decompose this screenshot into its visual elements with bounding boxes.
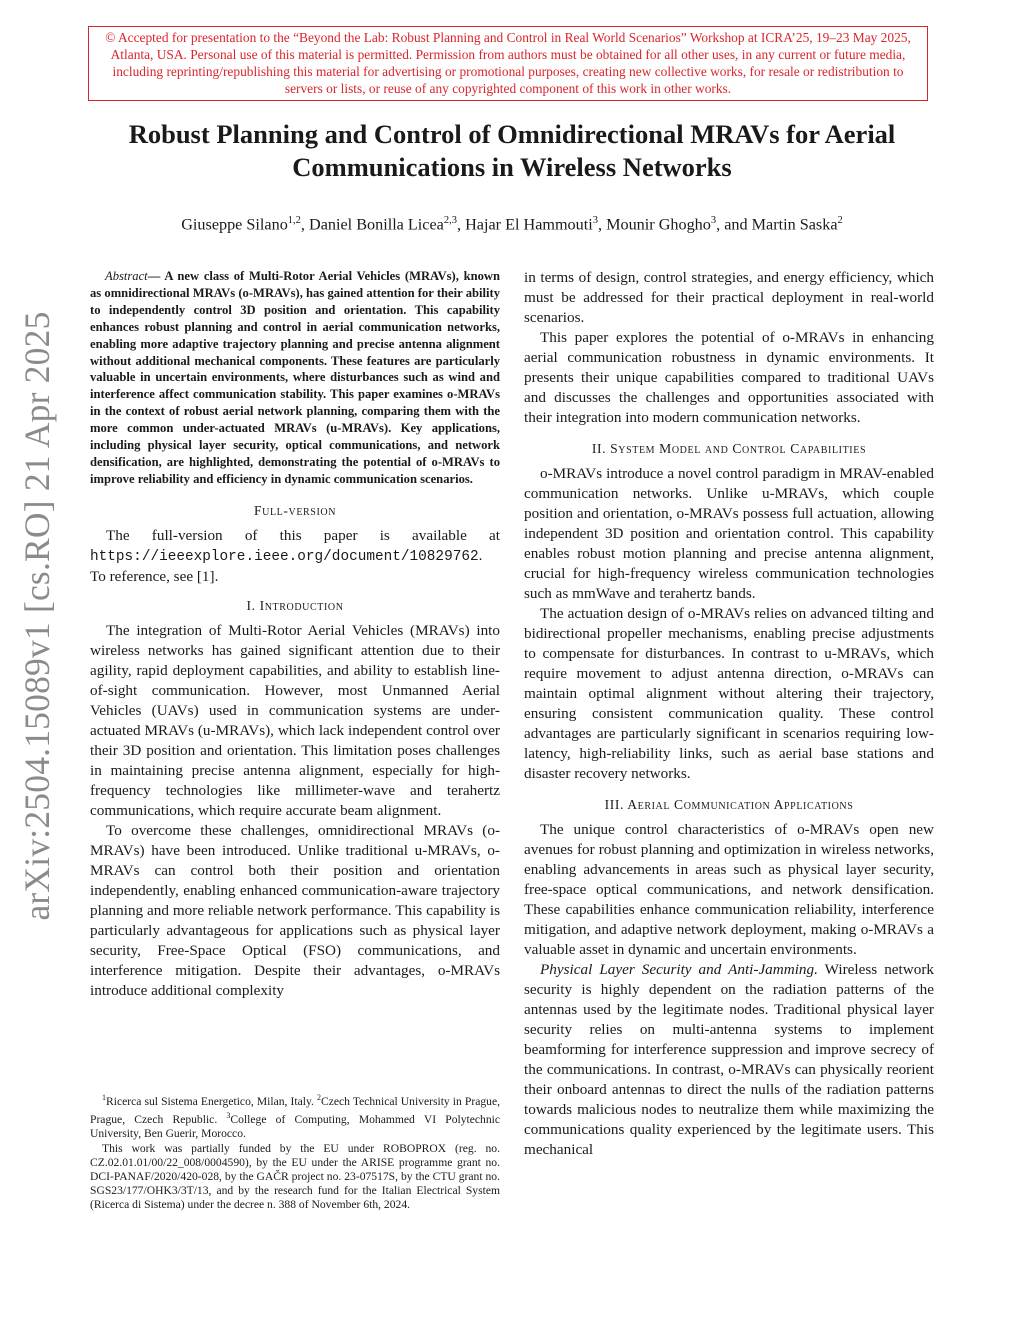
- arxiv-identifier: arXiv:2504.15089v1 [cs.RO] 21 Apr 2025: [17, 311, 57, 921]
- abstract: [90, 268, 500, 488]
- author-affiliation-marker: 2,3: [443, 215, 457, 226]
- copyright-notice: © Accepted for presentation to the “Beyond the Lab: Robust Planning and Control in Real World Scenarios” Workshop at ICRA’25, 19–23 May 2025, Atlanta, USA. Personal use of this material is permitted. Permission from authors must be obtained for all other uses, in any current or future media, including reprinting/republishing this material for advertising or promotional purposes, creating new collective works, for resale or redistribution to servers or lists, or reuse of any copyrighted component of this work in other works.: [88, 26, 928, 101]
- author-affiliation-marker: 3: [592, 215, 598, 226]
- system-paragraph: The actuation design of o-MRAVs relies on advanced tilting and bidirectional propeller mechanisms, enabling precise adjustments to compensate for disturbances. In contrast to u-MRAVs, which require movement to adjust antenna direction, o-MRAVs can maintain optimal alignment without altering their trajectory, ensuring consistent communication quality. These control advantages are particularly significant in scenarios requiring low-latency, high-reliability links, such as aerial base stations and disaster recovery networks.: [524, 605, 934, 782]
- system-paragraph: o-MRAVs introduce a novel control paradigm in MRAV-enabled communication networks. Unlike u-MRAVs, which couple position and orientation, o-MRAVs possess full actuation, allowing independent 3D position and orientation control. This capability enables robust motion planning and precise antenna alignment, crucial for high-frequency wireless communication technologies such as mmWave and terahertz bands.: [524, 465, 934, 602]
- left-column: [90, 268, 500, 1001]
- author-separator: ,: [598, 215, 607, 234]
- full-version-paragraph: [90, 526, 500, 587]
- funding-footnote: This work was partially funded by the EU under ROBOPROX (reg. no. CZ.02.01.01/00/22_008/0004590), by the EU under the ARISE programme grant no. DCI-PANAF/2020/420-028, by the GAČR project no. 23-07517S, by the CTU grant no. SGS23/177/OHK3/3T/13, and by the research fund for the Italian Electrical System (Ricerca di Sistema) under the decree n. 388 of November 6th, 2024.: [90, 1141, 500, 1211]
- footnote-text: Ricerca sul Sistema Energetico, Milan, Italy.: [106, 1094, 317, 1108]
- footnotes: [90, 1091, 500, 1213]
- author-name: Hajar El Hammouti: [465, 215, 593, 234]
- abstract-dash: —: [147, 269, 165, 283]
- intro-paragraph: This paper explores the potential of o-MRAVs in enhancing aerial communication robustness in dynamic environments. It presents their unique capabilities compared to traditional UAVs and discusses the challenges and opportunities associated with their integration into modern communication networks.: [524, 329, 934, 426]
- subsection-title: Physical Layer Security and Anti-Jamming.: [540, 961, 818, 978]
- author-name: Daniel Bonilla Licea: [309, 215, 444, 234]
- author-affiliation-marker: 2: [837, 215, 843, 226]
- affiliation-footnote: [90, 1091, 500, 1141]
- footnote-text: College of Computing, Mohammed VI Polytechnic University, Ben Guerir, Morocco.: [90, 1112, 500, 1140]
- full-version-text: The full-version of this paper is available at: [106, 526, 500, 544]
- intro-paragraph: To overcome these challenges, omnidirectional MRAVs (o-MRAVs) have been introduced. Unlike traditional u-MRAVs, o-MRAVs can control both their position and orientation independently, enabling enhanced communication-aware trajectory planning and more reliable network performance. This capability is particularly advantageous for applications such as physical layer security, Free-Space Optical (FSO) communications, and interference mitigation. Despite their advantages, o-MRAVs introduce additional complexity: [90, 821, 500, 999]
- footnote-text: Czech Technical University in Prague, Prague, Czech Republic.: [90, 1094, 500, 1126]
- author-affiliation-marker: 1,2: [287, 215, 301, 226]
- security-paragraph: [524, 960, 934, 1160]
- paper-title: Robust Planning and Control of Omnidirectional MRAVs for Aerial Communications in Wireless Networks: [128, 119, 896, 182]
- intro-paragraph-continued: in terms of design, control strategies, and energy efficiency, which must be addressed for their practical deployment in real-world scenarios.: [524, 269, 934, 326]
- author-separator: , and: [716, 215, 752, 234]
- abstract-label: Abstract: [105, 269, 148, 283]
- author-list: [60, 210, 964, 235]
- footnote-marker: 1: [102, 1093, 106, 1102]
- full-version-reference: . To reference, see [1].: [90, 546, 483, 585]
- author-name: Giuseppe Silano: [181, 215, 288, 234]
- author-name: Martin Saska: [751, 215, 838, 234]
- applications-paragraph: The unique control characteristics of o-MRAVs open new avenues for robust planning and optimization in wireless networks, enabling advancements in areas such as physical layer security, free-space optical communications, and network densification. These capabilities enhance communication reliability, interference mitigation, and adaptive network deployment, making o-MRAVs a valuable asset in dynamic and uncertain environments.: [524, 821, 934, 958]
- author-name: Mounir Ghogho: [606, 215, 711, 234]
- section-heading-introduction: I. Introduction: [246, 597, 344, 613]
- author-separator: ,: [300, 215, 310, 234]
- section-heading-system-model: II. System Model and Control Capabilities: [591, 441, 867, 456]
- subsection-text: Wireless network security is highly dependent on the radiation patterns of the antennas used by the legitimate nodes. Traditional physical layer security relies on multi-antenna systems to implement beamforming for interference suppression and improve secrecy of the communications. In contrast, o-MRAVs can physically reorient their onboard antennas to direct the nulls of the radiation patterns towards malicious nodes to neutralize them while maximizing the communications quality experienced by the legitimate users. This mechanical: [524, 961, 934, 1158]
- section-heading-applications: III. Aerial Communication Applications: [604, 797, 854, 812]
- full-version-link[interactable]: https://ieeexplore.ieee.org/document/10829762: [90, 548, 479, 565]
- author-separator: ,: [456, 215, 466, 234]
- footnote-marker: 3: [226, 1110, 231, 1120]
- footnote-marker: 2: [316, 1093, 321, 1102]
- abstract-text: A new class of Multi-Rotor Aerial Vehicles (MRAVs), known as omnidirectional MRAVs (o-MRAVs), has gained attention for their ability to independently control 3D position and orientation. This capability enhances robust planning and control in aerial communication networks, enabling more adaptive trajectory planning and precise antenna alignment without additional mechanical components. These features are particularly valuable in uncertain environments, where disturbances such as wind and interference affect communication stability. This paper examines o-MRAVs in the context of robust aerial network planning, comparing them with the more common under-actuated MRAVs (u-MRAVs). Key applications, including physical layer security, optical communications, and network densification, are highlighted, demonstrating the potential of o-MRAVs to improve reliability and efficiency in dynamic communication scenarios.: [90, 269, 500, 486]
- section-heading-full-version: Full-version: [253, 502, 337, 518]
- author-affiliation-marker: 3: [710, 215, 717, 226]
- right-column: [524, 268, 934, 1160]
- intro-paragraph: The integration of Multi-Rotor Aerial Vehicles (MRAVs) into wireless networks has gained significant attention due to their agility, rapid deployment capabilities, and ability to establish line-of-sight communication. However, most Unmanned Aerial Vehicles (UAVs) used in communication systems are under-actuated MRAVs (u-MRAVs), which lack independent control over their 3D position and orientation. This limitation poses challenges in maintaining precise antenna alignment, especially for high-frequency technologies like millimeter-wave and terahertz communications, which require accurate beam alignment.: [90, 621, 500, 819]
